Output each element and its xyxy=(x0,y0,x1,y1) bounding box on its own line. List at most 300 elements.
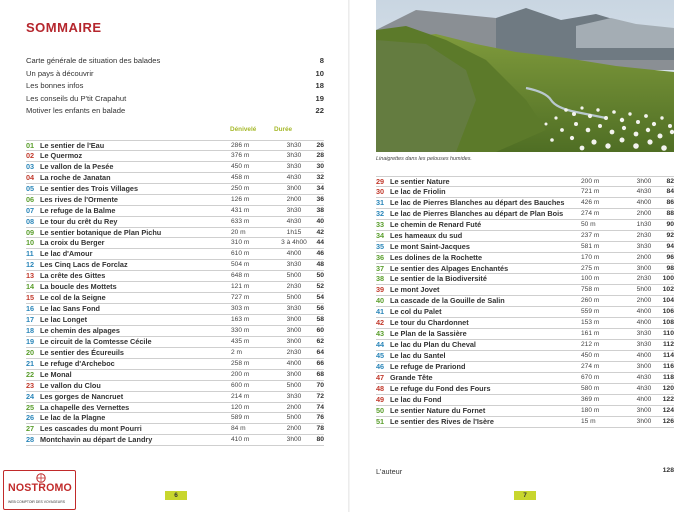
walk-page: 54 xyxy=(316,294,324,302)
walk-entry[interactable] xyxy=(26,403,324,414)
walk-elevation: 727 m xyxy=(231,294,250,302)
walk-elevation: 275 m xyxy=(581,264,600,272)
walk-elevation: 581 m xyxy=(581,242,600,250)
walk-duration: 4h00 xyxy=(286,250,302,258)
walk-elevation: 200 m xyxy=(581,178,600,185)
walk-list-right xyxy=(376,176,674,428)
walk-duration: 3h00 xyxy=(286,370,302,378)
walk-elevation: 633 m xyxy=(231,217,250,225)
column-header-denivele: Dénivelé xyxy=(230,126,257,133)
walk-duration: 5h00 xyxy=(286,294,302,302)
walk-elevation: 450 m xyxy=(231,162,250,170)
walk-name: Le mont Saint-Jacques xyxy=(390,241,470,251)
page-title: SOMMAIRE xyxy=(26,20,102,35)
walk-page: 110 xyxy=(663,330,674,338)
walk-elevation: 435 m xyxy=(231,337,250,345)
walk-page: 40 xyxy=(316,217,324,225)
walk-entry[interactable] xyxy=(376,307,674,318)
walk-duration: 3h00 xyxy=(286,436,302,444)
walk-page: 36 xyxy=(316,195,324,203)
walk-page: 26 xyxy=(316,142,324,149)
walk-entry[interactable] xyxy=(376,242,674,253)
walk-elevation: 274 m xyxy=(581,209,600,217)
walk-name: Le sentier Nature du Fornet xyxy=(390,405,486,415)
walk-elevation: 84 m xyxy=(231,425,246,433)
walk-entry[interactable] xyxy=(26,359,324,370)
walk-entry[interactable] xyxy=(376,318,674,329)
walk-page: 96 xyxy=(666,253,674,261)
walk-duration: 3h00 xyxy=(286,326,302,334)
walk-name: Le refuge d'Archeboc xyxy=(40,358,115,368)
walk-elevation: 274 m xyxy=(581,362,600,370)
walk-entry[interactable] xyxy=(376,187,674,198)
walk-name: Le sentier des Écureuils xyxy=(40,347,124,357)
walk-duration: 3h30 xyxy=(286,162,302,170)
walk-duration: 4h30 xyxy=(286,173,302,181)
walk-elevation: 376 m xyxy=(231,151,250,159)
walk-name: La croix du Berger xyxy=(40,238,105,248)
walk-page: 90 xyxy=(666,220,674,228)
walk-elevation: 2 m xyxy=(231,348,242,356)
walk-page: 88 xyxy=(666,209,674,217)
walk-entry[interactable] xyxy=(26,249,324,260)
walk-duration: 3h00 xyxy=(286,316,302,323)
walk-name: La crête des Gittes xyxy=(40,271,106,281)
walk-elevation: 15 m xyxy=(581,417,596,425)
walk-elevation: 426 m xyxy=(581,198,600,206)
walk-page: 84 xyxy=(666,187,674,195)
walk-page: 124 xyxy=(662,406,674,414)
logo-wordmark: NOSTROMO xyxy=(8,482,72,494)
walk-entry[interactable] xyxy=(376,285,674,296)
walk-elevation: 121 m xyxy=(231,283,250,291)
walk-entry[interactable] xyxy=(26,304,324,315)
walk-name: Le lac de la Plagne xyxy=(40,413,106,423)
walk-name: Le sentier de l'Eau xyxy=(40,141,105,150)
walk-entry[interactable] xyxy=(26,424,324,435)
walk-elevation: 163 m xyxy=(231,316,250,323)
walk-page: 94 xyxy=(666,242,674,250)
walk-elevation: 303 m xyxy=(231,305,250,313)
walk-number: 03 xyxy=(26,161,35,171)
walk-name: Le sentier de la Biodiversité xyxy=(390,274,487,284)
walk-number: 39 xyxy=(376,285,385,295)
walk-page: 116 xyxy=(663,362,674,370)
alpine-meadow-photo xyxy=(376,0,674,152)
walk-duration: 3h00 xyxy=(636,362,652,370)
walk-number: 08 xyxy=(26,216,35,226)
walk-entry[interactable] xyxy=(376,340,674,351)
walk-elevation: 250 m xyxy=(231,184,250,192)
walk-list-left xyxy=(26,140,324,446)
walk-page: 50 xyxy=(316,272,324,280)
landscape-image xyxy=(376,0,674,152)
walk-elevation: 330 m xyxy=(231,326,250,334)
walk-entry[interactable] xyxy=(26,173,324,184)
walk-elevation: 100 m xyxy=(581,275,600,283)
walk-page: 100 xyxy=(662,275,674,283)
walk-page: 108 xyxy=(662,319,674,327)
walk-page: 30 xyxy=(316,162,324,170)
author-entry[interactable] xyxy=(376,467,674,476)
walk-number: 01 xyxy=(26,141,35,150)
walk-duration: 3h30 xyxy=(286,151,302,159)
walk-entry[interactable] xyxy=(26,206,324,217)
walk-number: 12 xyxy=(26,260,35,270)
walk-name: Le lac de Pierres Blanches au départ des Bauches xyxy=(390,197,565,207)
photo-caption: Linaigrettes dans les pelouses humides. xyxy=(376,156,472,162)
walk-entry[interactable] xyxy=(26,435,324,446)
intro-item[interactable]: Les bonnes infos 18 xyxy=(26,81,324,91)
walk-entry[interactable] xyxy=(376,274,674,285)
walk-number: 11 xyxy=(26,249,34,259)
walk-page: 62 xyxy=(316,337,324,345)
walk-number: 35 xyxy=(376,241,385,251)
walk-entry[interactable] xyxy=(376,373,674,384)
walk-duration: 3h30 xyxy=(286,261,302,269)
walk-page: 98 xyxy=(666,264,674,272)
walk-number: 24 xyxy=(26,391,35,401)
walk-number: 45 xyxy=(376,351,385,360)
walk-duration: 4h00 xyxy=(636,319,652,327)
walk-elevation: 20 m xyxy=(231,228,246,236)
walk-number: 18 xyxy=(26,325,35,335)
intro-item[interactable]: Les conseils du P'tit Crapahut 19 xyxy=(26,93,324,103)
walk-elevation: 610 m xyxy=(231,250,250,258)
walk-number: 38 xyxy=(376,274,385,284)
walk-duration: 4h00 xyxy=(636,352,652,359)
walk-duration: 4h00 xyxy=(636,395,652,403)
walk-number: 23 xyxy=(26,380,35,390)
walk-duration: 3h00 xyxy=(286,337,302,345)
walk-name: Le col de la Seigne xyxy=(40,293,106,303)
walk-entry[interactable] xyxy=(26,260,324,271)
walk-name: La boucle des Mottets xyxy=(40,282,117,292)
walk-number: 21 xyxy=(26,358,35,368)
walk-entry[interactable] xyxy=(376,362,674,373)
walk-entry[interactable] xyxy=(376,329,674,340)
walk-name: Le sentier des Trois Villages xyxy=(40,183,139,193)
walk-page: 78 xyxy=(316,425,324,433)
walk-duration: 3h00 xyxy=(286,184,302,192)
walk-duration: 2h30 xyxy=(636,231,652,239)
walk-elevation: 260 m xyxy=(581,297,600,305)
walk-number: 32 xyxy=(376,208,385,218)
walk-page: 102 xyxy=(662,286,674,294)
walk-name: Le chemin des alpages xyxy=(40,325,120,335)
walk-duration: 5h00 xyxy=(286,381,302,389)
walk-name: Le col du Palet xyxy=(390,307,442,317)
walk-entry[interactable] xyxy=(26,326,324,337)
walk-name: Grande Tête xyxy=(390,372,433,382)
walk-name: Le tour du crêt du Rey xyxy=(40,216,118,226)
walk-entry[interactable] xyxy=(26,315,324,326)
walk-page: 66 xyxy=(316,359,324,367)
walk-name: Le Quermoz xyxy=(40,150,83,160)
walk-entry[interactable] xyxy=(26,282,324,293)
walk-duration: 3h00 xyxy=(636,406,652,414)
walk-duration: 3h30 xyxy=(286,392,302,400)
page-number: 7 xyxy=(514,491,536,500)
walk-name: Le lac d'Amour xyxy=(40,249,93,259)
walk-elevation: 600 m xyxy=(231,381,250,389)
walk-entry[interactable] xyxy=(26,217,324,228)
intro-item[interactable]: Motiver les enfants en balade 22 xyxy=(26,106,324,116)
walk-elevation: 214 m xyxy=(231,392,250,400)
walk-number: 42 xyxy=(376,318,385,328)
walk-entry[interactable] xyxy=(26,370,324,381)
walk-name: Le lac de Friolin xyxy=(390,186,446,196)
walk-entry[interactable] xyxy=(26,413,324,424)
walk-elevation: 153 m xyxy=(581,319,600,327)
walk-page: 74 xyxy=(316,403,324,411)
walk-duration: 2h00 xyxy=(286,425,302,433)
walk-elevation: 310 m xyxy=(231,239,250,247)
walk-elevation: 120 m xyxy=(231,403,250,411)
walk-name: La cascade de la Gouille de Salin xyxy=(390,296,505,306)
walk-duration: 3h00 xyxy=(636,178,652,185)
walk-duration: 3h30 xyxy=(286,142,302,149)
walk-duration: 4h00 xyxy=(286,359,302,367)
walk-duration: 4h00 xyxy=(636,198,652,206)
walk-duration: 4h30 xyxy=(636,187,652,195)
walk-number: 47 xyxy=(376,372,385,382)
walk-elevation: 648 m xyxy=(231,272,250,280)
walk-duration: 2h00 xyxy=(286,403,302,411)
walk-name: La roche de Janatan xyxy=(40,172,111,182)
walk-entry[interactable] xyxy=(376,296,674,307)
walk-name: Le vallon du Clou xyxy=(40,380,101,390)
walk-number: 30 xyxy=(376,186,385,196)
walk-duration: 3h00 xyxy=(636,417,652,425)
walk-number: 43 xyxy=(376,329,385,339)
walk-number: 22 xyxy=(26,369,35,379)
walk-entry[interactable] xyxy=(376,384,674,395)
walk-name: La chapelle des Vernettes xyxy=(40,402,130,412)
walk-name: Les gorges de Nancruet xyxy=(40,391,124,401)
walk-number: 06 xyxy=(26,194,35,204)
walk-name: Le vallon de la Pesée xyxy=(40,161,114,171)
walk-entry[interactable] xyxy=(26,381,324,392)
page-number: 6 xyxy=(165,491,187,500)
walk-number: 09 xyxy=(26,227,35,237)
walk-page: 126 xyxy=(662,417,674,425)
walk-name: Le sentier botanique de Plan Pichu xyxy=(40,227,162,237)
walk-number: 28 xyxy=(26,435,35,445)
walk-name: Le circuit de la Comtesse Cécile xyxy=(40,336,152,346)
walk-name: Les rives de l'Ormente xyxy=(40,194,118,204)
walk-duration: 3h30 xyxy=(286,206,302,214)
walk-duration: 2h00 xyxy=(636,297,652,305)
walk-entry[interactable] xyxy=(376,417,674,428)
walk-page: 114 xyxy=(663,352,674,359)
walk-elevation: 161 m xyxy=(581,330,600,338)
walk-number: 50 xyxy=(376,405,385,415)
walk-number: 02 xyxy=(26,150,35,160)
walk-entry[interactable] xyxy=(26,184,324,195)
walk-entry[interactable] xyxy=(26,238,324,249)
walk-elevation: 758 m xyxy=(581,286,600,294)
walk-name: Les cascades du mont Pourri xyxy=(40,424,142,434)
walk-elevation: 286 m xyxy=(231,142,250,149)
walk-duration: 3h30 xyxy=(636,330,652,338)
nostromo-logo xyxy=(3,470,76,510)
walk-page: 42 xyxy=(316,228,324,236)
walk-number: 04 xyxy=(26,172,35,182)
walk-elevation: 670 m xyxy=(581,373,600,381)
walk-name: Le tour du Chardonnet xyxy=(390,318,469,328)
walk-entry[interactable] xyxy=(26,162,324,173)
walk-entry[interactable] xyxy=(376,209,674,220)
walk-name: Le refuge de la Balme xyxy=(40,205,116,215)
walk-entry[interactable] xyxy=(376,231,674,242)
walk-name: Le lac Longet xyxy=(40,315,88,324)
walk-entry[interactable] xyxy=(376,264,674,275)
walk-number: 13 xyxy=(26,271,35,281)
walk-duration: 5h00 xyxy=(636,286,652,294)
walk-number: 48 xyxy=(376,383,385,393)
walk-duration: 5h00 xyxy=(286,414,302,422)
walk-name: Le lac Sans Fond xyxy=(40,304,101,314)
walk-entry[interactable] xyxy=(26,140,324,151)
author-page: 128 xyxy=(662,467,674,474)
walk-number: 19 xyxy=(26,336,35,346)
walk-page: 104 xyxy=(662,297,674,305)
walk-entry[interactable] xyxy=(26,195,324,206)
intro-item[interactable]: Carte générale de situation des balades 8 xyxy=(26,56,324,65)
walk-name: Le lac du Fond xyxy=(390,394,442,404)
intro-list xyxy=(26,55,324,118)
walk-entry[interactable] xyxy=(376,395,674,406)
walk-page: 86 xyxy=(666,198,674,206)
walk-elevation: 721 m xyxy=(581,187,600,195)
walk-elevation: 50 m xyxy=(581,220,596,228)
walk-name: Le sentier Nature xyxy=(390,177,450,186)
column-header-duree: Durée xyxy=(274,126,293,133)
walk-page: 34 xyxy=(316,184,324,192)
walk-page: 48 xyxy=(316,261,324,269)
walk-number: 46 xyxy=(376,361,385,371)
walk-number: 27 xyxy=(26,424,35,434)
walk-duration: 2h30 xyxy=(636,275,652,283)
walk-number: 14 xyxy=(26,282,35,292)
walk-entry[interactable] xyxy=(26,337,324,348)
walk-number: 25 xyxy=(26,402,35,412)
walk-number: 05 xyxy=(26,183,35,193)
walk-name: Le Plan de la Sassière xyxy=(390,329,467,339)
walk-duration: 2h30 xyxy=(286,348,302,356)
walk-entry[interactable] xyxy=(26,271,324,282)
walk-elevation: 589 m xyxy=(231,414,250,422)
walk-number: 29 xyxy=(376,177,385,186)
walk-name: Le sentier des Alpages Enchantés xyxy=(390,263,509,273)
walk-duration: 4h30 xyxy=(636,373,652,381)
walk-duration: 4h30 xyxy=(286,217,302,225)
walk-page: 58 xyxy=(316,316,324,323)
walk-page: 56 xyxy=(316,305,324,313)
walk-name: Le lac du Santel xyxy=(390,351,446,360)
walk-duration: 5h00 xyxy=(286,272,302,280)
walk-number: 40 xyxy=(376,296,385,306)
walk-duration: 1h30 xyxy=(636,220,652,228)
walk-entry[interactable] xyxy=(26,392,324,403)
walk-entry[interactable] xyxy=(376,253,674,264)
walk-elevation: 212 m xyxy=(581,341,600,349)
walk-number: 37 xyxy=(376,263,385,273)
logo-tagline: WEB COMPTOIR DES VOYAGEURS xyxy=(8,500,65,504)
walk-name: Les dolines de la Rochette xyxy=(390,252,483,262)
walk-elevation: 180 m xyxy=(581,406,600,414)
walk-page: 60 xyxy=(316,326,324,334)
walk-page: 44 xyxy=(316,239,324,247)
walk-entry[interactable] xyxy=(376,198,674,209)
walk-number: 34 xyxy=(376,230,385,240)
walk-duration: 2h30 xyxy=(286,283,302,291)
walk-entry[interactable] xyxy=(26,228,324,239)
walk-page: 52 xyxy=(316,283,324,291)
walk-elevation: 170 m xyxy=(581,253,600,261)
walk-number: 51 xyxy=(376,416,385,426)
walk-duration: 4h30 xyxy=(636,384,652,392)
walk-elevation: 580 m xyxy=(581,384,600,392)
walk-entry[interactable] xyxy=(26,348,324,359)
walk-number: 10 xyxy=(26,238,35,248)
walk-entry[interactable] xyxy=(376,220,674,231)
walk-elevation: 410 m xyxy=(231,436,250,444)
walk-name: Le refuge de Prariond xyxy=(390,361,466,371)
walk-page: 46 xyxy=(316,250,324,258)
walk-page: 82 xyxy=(666,178,674,185)
walk-elevation: 458 m xyxy=(231,173,250,181)
walk-duration: 3h30 xyxy=(636,341,652,349)
walk-page: 122 xyxy=(662,395,674,403)
walk-entry[interactable] xyxy=(376,406,674,417)
walk-entry[interactable] xyxy=(26,293,324,304)
walk-entry[interactable] xyxy=(376,351,674,362)
walk-entry[interactable] xyxy=(26,151,324,162)
walk-number: 44 xyxy=(376,340,385,350)
walk-number: 31 xyxy=(376,197,385,207)
walk-elevation: 369 m xyxy=(581,395,600,403)
walk-name: Le Monal xyxy=(40,369,72,379)
walk-name: Le sentier des Rives de l'Isère xyxy=(390,416,494,426)
walk-duration: 3h30 xyxy=(636,242,652,250)
walk-page: 28 xyxy=(316,151,324,159)
author-label: L'auteur xyxy=(376,467,403,476)
walk-name: Le refuge du Fond des Fours xyxy=(390,383,491,393)
walk-page: 112 xyxy=(663,341,674,349)
walk-number: 33 xyxy=(376,219,385,229)
walk-number: 49 xyxy=(376,394,385,404)
walk-name: Le lac du Plan du Cheval xyxy=(390,340,476,350)
walk-name: Le mont Jovet xyxy=(390,285,440,295)
walk-page: 76 xyxy=(316,414,324,422)
walk-page: 64 xyxy=(316,348,324,356)
walk-duration: 2h00 xyxy=(286,195,302,203)
walk-page: 68 xyxy=(316,370,324,378)
walk-page: 70 xyxy=(316,381,324,389)
walk-elevation: 237 m xyxy=(581,231,600,239)
walk-entry[interactable] xyxy=(376,176,674,187)
intro-item[interactable]: Un pays à découvrir 10 xyxy=(26,68,324,78)
walk-page: 106 xyxy=(662,308,674,316)
walk-page: 32 xyxy=(316,173,324,181)
walk-duration: 3 à 4h00 xyxy=(281,239,307,247)
walk-name: Les Cinq Lacs de Forclaz xyxy=(40,260,128,270)
walk-number: 15 xyxy=(26,293,35,303)
walk-page: 92 xyxy=(666,231,674,239)
walk-name: Le chemin de Renard Futé xyxy=(390,219,482,229)
